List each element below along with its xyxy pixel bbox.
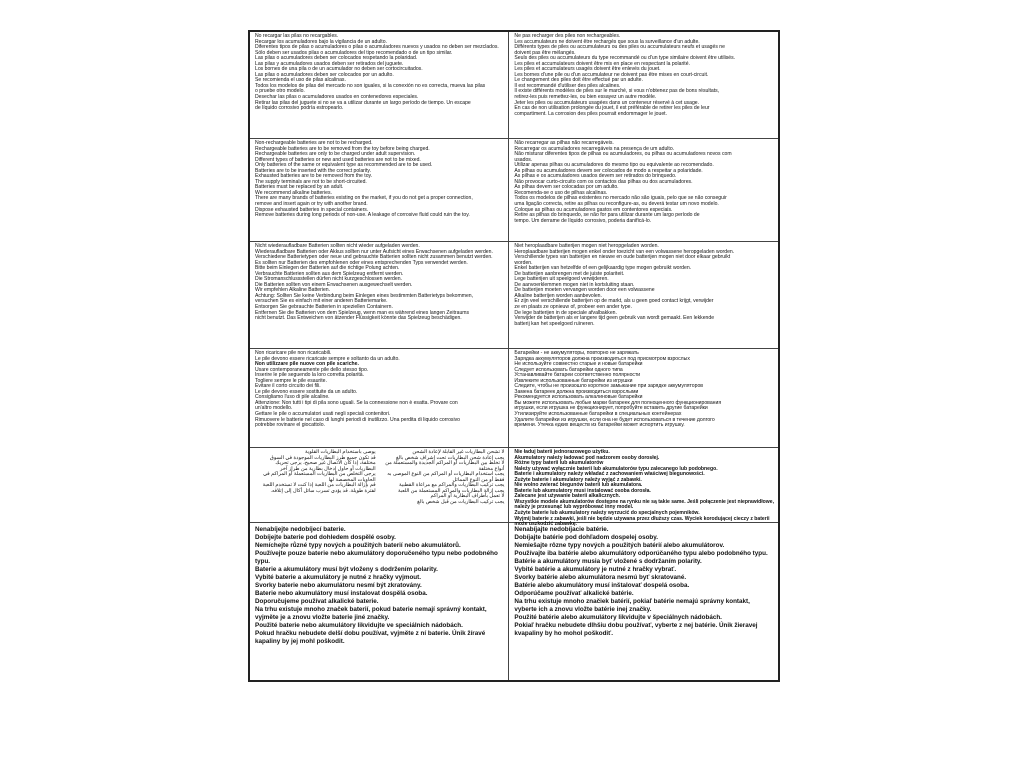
warning-line: We recommend alkaline batteries. xyxy=(255,189,332,196)
warning-line: Las pilas y acumuladores usados deben ser retirados del juguete. xyxy=(255,60,404,67)
warning-line: Les piles et accumulateurs doivent être mis en place en respectant la polarité. xyxy=(514,60,690,67)
warning-line: Nemiešajte rôzne typy nových a použitých batérií alebo akumulátorov. xyxy=(514,542,725,549)
warning-line: The supply terminals are not to be short-circuited. xyxy=(255,178,367,185)
warning-line: Las pilas o acumuladores deben ser colocados respetando la polaridad. xyxy=(255,55,418,62)
warning-line: De aanvoerklemmen mogen niet in kortsluiting staan. xyxy=(514,281,635,288)
warning-line: Todos los modelos de pilas del mercado no son iguales, si la conexión no es correcta, mueva las pilas xyxy=(255,82,486,89)
warning-line: Enkel batterijen van hetzelfde of een gelijkaardig type mogen gebruikt worden. xyxy=(514,265,692,272)
warning-line: Nie wolno zwierać biegunów baterii lub akumulatora. xyxy=(514,482,643,489)
warning-line: Não recarregar as pilhas não recarregáveis. xyxy=(514,140,614,146)
warning-line: de líquido corrosivo podría estropearlo. xyxy=(255,105,344,112)
warning-line: Vybité baterie a akumulátory je nutné z hračky vyjmout. xyxy=(255,574,421,581)
warning-line: potrebbe rovinare el giocattolo. xyxy=(255,422,325,429)
warning-line: Verschiedene Batterietypen oder neue und gebrauchte Batterien sollten nicht zusammen benutzt werden. xyxy=(255,254,493,261)
warning-line: Batteries are to be inserted with the correct polarity. xyxy=(255,167,371,174)
warning-italian xyxy=(250,349,509,448)
warning-line: Inserire le pile seguendo la loro corretta polarità. xyxy=(255,372,365,379)
warning-line: Rimuovere le batterie nel caso di lunghi periodi di inutilizzo. Una perdita di liquido corrosivo xyxy=(255,416,460,423)
warning-line: Las pilas o acumuladores deben ser colocados por un adulto. xyxy=(255,71,394,78)
warning-line: Odporúčame používať alkalické batérie. xyxy=(514,590,634,597)
warning-line: Verwijder de batterijen als er langere tijd geen gebruik van wordt gemaakt. Een lekkende xyxy=(514,315,715,322)
warning-line: Sólo deben ser usados pilas o acumuladores del tipo recomendado o de un tipo similar. xyxy=(255,49,453,56)
warning-line: Utilizar apenas pilhas ou acumuladores do mesmo tipo ou equivalente ao recomendado. xyxy=(514,162,714,169)
warning-line: Consigliamo l'uso di pile alcaline. xyxy=(255,394,330,401)
warning-line: Die Batterien sollten von einem Erwachsenen ausgewechselt werden. xyxy=(255,281,413,288)
warning-line: remove and insert again or try with another brand. xyxy=(255,201,368,208)
warning-line: batterij kan het speelgoed ruïneren. xyxy=(514,320,595,327)
warning-line: Vybité batérie a akumulátory je nutné z hračky vybrať. xyxy=(514,566,677,573)
warning-line: należy je przesunąć lub wypróbować inny model. xyxy=(514,504,634,511)
warning-line: Togliere sempre le pile esaurite. xyxy=(255,377,327,384)
warning-line: En cas de non utilisation prolongée du jouet, il est préférable de retirer les piles de leur xyxy=(514,105,710,112)
warning-line: Použité baterie nebo akumulátory likvidujte ve speciálních nádobách. xyxy=(255,622,463,629)
warning-slovak xyxy=(509,523,778,680)
warning-line: Différents types de piles ou accumulateurs ou des piles ou accumulateurs neufs et usagés ne xyxy=(514,44,725,51)
warning-dutch xyxy=(509,242,778,349)
warning-line: Se recomienda el uso de pilas alcalinas. xyxy=(255,77,346,84)
warning-line: As pilhas ou acumuladores devem ser colocados de modo a respeitar a polaridade. xyxy=(514,167,703,174)
warning-line: Diferentes tipos de pilas o acumuladores o pilas o acumuladores nuevos y usados no deben ser mezclados. xyxy=(255,44,499,51)
warning-line: Nemíchejte různé typy nových a použitých baterií nebo akumulátorů. xyxy=(255,542,461,549)
warning-line: Dobíjajte batérie pod dohľadom dospelej osoby. xyxy=(514,534,659,541)
warning-line: Svorky batérie alebo akumulátora nesmú byť skratované. xyxy=(514,574,687,581)
warning-line: Die Stromanschlussstellen dürfen nicht kurzgeschlossen werden. xyxy=(255,276,402,283)
warning-line: Recarregar os acumuladores recarregáveis na presença de um adulto. xyxy=(514,145,675,152)
warning-line: Niet heroplaadbare batterijen mogen niet heropgeladen worden. xyxy=(514,243,659,249)
warning-line: Achtung: Sollten Sie keine Verbindung beim Einlegen eines bestimmten Batterietyps bekommen, xyxy=(255,292,474,299)
warning-line: Coloque as pilhas ou acumuladores gastos em contentores especiais. xyxy=(514,206,673,213)
warning-spanish xyxy=(250,32,509,139)
warning-line: tempo. Um derrame de líquido corrosivo, poderia danificá-lo. xyxy=(514,217,652,224)
warning-line: Entsorgen Sie gebrauchte Batterien in speziellen Containern. xyxy=(255,304,393,311)
warning-line: Verbrauchte Batterien sollten aus dem Spielzeug entfernt werden. xyxy=(255,270,404,277)
warning-line: Es sollten nur Batterien des empfohlenen oder eines entsprechenden Typs verwendet werden. xyxy=(255,259,468,266)
warning-line: Извлеките использованные батарейки из игрушки xyxy=(514,377,633,384)
warning-line: Rechargeable batteries are only to be charged under adult supervision. xyxy=(255,151,416,158)
warning-line: Na trhu existuje mnoho značek baterií, pokud baterie nemají správný kontakt, vyjměte je a znovu vložte baterie jiné značky. xyxy=(255,606,487,621)
warning-line: لا تشحن البطاريات غير القابلة لإعادة الشحن xyxy=(412,449,505,455)
warning-line: Le changement des piles doit être effectué par un adulte. xyxy=(514,77,643,84)
warning-line: Dobíjejte baterie pod dohledem dospělé osoby. xyxy=(255,534,396,541)
warning-line: Použité batérie alebo akumulátory likvidujte v špeciálnych nádobách. xyxy=(514,614,722,621)
warning-line: لا تخلط بين البطاريات أو المراكم الجديدة والمستعملة من أنواع مختلفة xyxy=(385,460,505,472)
warning-line: игрушки, если игрушка не функционирует, попробуйте вставить другие батарейки xyxy=(514,405,708,412)
battery-warning-sheet xyxy=(248,30,780,682)
warning-polish xyxy=(509,448,778,528)
warning-line: времени. Утечка едких веществ из батарейки может испортить игрушку. xyxy=(514,422,685,429)
warning-line: Non ricaricare pile non ricaricabili. xyxy=(255,350,332,356)
warning-line: Różne typy baterii lub akumulatorów xyxy=(514,460,604,467)
warning-line: Вы можете использовать любые марки батареек для полноценного функционирования xyxy=(514,399,722,406)
warning-czech xyxy=(250,523,509,680)
warning-line: قد تكون جميع طرز البطاريات الموجودة في السوق مختلفة، إذا كان الاتصال غير صحيح، يرجى تحريك البطاريات أو حاول إدخال بطارية من طراز آخر xyxy=(269,454,376,472)
warning-line: Le pile devono essere sostituite da un adulto. xyxy=(255,388,358,395)
warning-line: Exhausted batteries are to be removed from the toy. xyxy=(255,173,373,180)
warning-line: Er zijn veel verschillende batterijen op de markt, als u geen goed contact krijgt, verwijder xyxy=(514,298,714,305)
warning-line: versuchen Sie es einfach mit einer anderen Batteriemarke. xyxy=(255,298,388,305)
warning-line: Non-rechargeable batteries are not to be recharged. xyxy=(255,140,373,146)
warning-line: Nenabíjajte nedobíjacie batérie. xyxy=(514,526,609,533)
warning-line: Recargar los acumuladores bajo la vigilancia de un adulto. xyxy=(255,38,387,45)
warning-line: قم بإزالة البطاريات من اللعبة إذا كنت لا تستخدم اللعبة لفترة طويلة. قد يؤدي تسرب سائل أكال إلى إتلافه. xyxy=(262,482,376,494)
warning-line: Akumulatory należy ładować pod nadzorem osoby dorosłej. xyxy=(514,454,660,461)
warning-line: Le pile devono essere ricaricate sempre e soltanto da un adulto. xyxy=(255,355,400,362)
warning-line: Zużyte baterie lub akumulatory należy wyrzucić do specjalnych pojemników. xyxy=(514,510,700,517)
warning-line: Attenzione: Non tutti i tipi di pila sono uguali. Se la connessione non è esatta. Provare con xyxy=(255,399,458,406)
warning-line: Nicht wiederaufladbare Batterien sollten nicht wieder aufgeladen werden. xyxy=(255,243,420,249)
warning-arabic xyxy=(250,448,509,523)
warning-line: Замена батареек должна производиться взрослыми xyxy=(514,388,639,395)
warning-line: As pilhas e os acumuladores usados devem ser retirados do brinquedo. xyxy=(514,173,677,180)
arabic-column-right xyxy=(384,450,505,521)
warning-line: De lege batterijen in de speciale afvalbakken. xyxy=(514,309,617,316)
warning-line: Zalecane jest używanie baterii alkalicznych. xyxy=(514,493,621,500)
warning-line: Batteries must be replaced by an adult. xyxy=(255,184,344,191)
warning-line: Batérie alebo akumulátory musí inštalovať dospelá osoba. xyxy=(514,582,690,589)
warning-line: Não provocar curto-circuito com os contactos das pilhas ou dos acumuladores. xyxy=(514,178,693,185)
warning-line: يرجى التخلص من البطاريات المستعملة أو المراكم في الحاويات المخصصة لها xyxy=(263,471,376,483)
warning-line: يجب استخدام البطاريات أو المراكم من النوع الموصى به فقط أو من النوع المماثل xyxy=(387,471,505,483)
warning-russian xyxy=(509,349,778,448)
warning-line: Používajte iba batérie alebo akumulátory odporúčaného typu alebo podobného typu. xyxy=(514,550,768,557)
warning-line: Entfernen Sie die Batterien von dem Spielzeug, wenn man es während eines langen Zeitraums xyxy=(255,309,470,316)
warning-line: Зарядка аккумуляторов должна производиться под присмотром взрослых xyxy=(514,355,690,362)
warning-line: Heroplaadbare batterijen mogen enkel onder toezicht van een volwassene heropgeladen worden. xyxy=(514,248,735,255)
warning-line: ze en plaats ze opnieuw of, probeer een ander type. xyxy=(514,304,632,311)
warning-line: Pokiaľ hračku nebudete dlhšiu dobu používať, vyberte z nej batérie. Únik žieravej kvapaliny by ho mohol poškodiť. xyxy=(514,622,758,637)
warning-line: Lege batterijen uit speelgoed verwijderen. xyxy=(514,276,609,283)
warning-line: Alkaline batterijen worden aanbevolen. xyxy=(514,292,602,299)
warning-line: Les bornes d'une pile ou d'un accumulateur ne doivent pas être mises en court-circuit. xyxy=(514,71,709,78)
warning-line: Pokud hračku nebudete delší dobu používat, vyjměte z ní baterie. Únik žíravé kapaliny by jej mohl poškodit. xyxy=(255,630,486,645)
warning-line: Gettare le pile o accumulatori usati negli speciali contenitori. xyxy=(255,411,391,418)
warning-line: Não misturar diferentes tipos de pilhas ou acumuladores, ou pilhas ou acumuladores novos com xyxy=(514,151,732,158)
warning-line: Seuls des piles ou accumulateurs du type recommandé ou d'un type similaire doivent être utilisés. xyxy=(514,55,736,62)
warning-line: Dispose exhausted batteries in special containers. xyxy=(255,206,369,213)
warning-line: Desechar las pilas o acumuladores usados en contenedores especiales. xyxy=(255,94,419,101)
warning-line: يوصى باستخدام البطاريات القلوية xyxy=(305,449,376,455)
warning-line: Wiederaufladbare Batterien oder Akkus sollten nur unter Aufsicht eines Erwachsenen aufgeladen werden. xyxy=(255,248,493,255)
warning-line: Baterie a akumulátory musí být vloženy s dodržením polarity. xyxy=(255,566,438,573)
warning-line: Remove batteries during long periods of non-use. A leakage of corrosive fluid could ruin the toy. xyxy=(255,212,470,219)
warning-line: Wszystkie modele akumulatorów dostępne na rynku nie są takie same. Jeśli połączenie jest nieprawidłowe, xyxy=(514,498,774,505)
warning-line: Wyjmij baterie z zabawki, jeśli nie będzie używana przez dłuższy czas. Wyciek korodującej cieczy z baterii xyxy=(514,515,770,522)
warning-line: Recomenda-se o uso de pilhas alcalinas. xyxy=(514,189,608,196)
warning-line: Устанавливайте батареи соответственно полярности xyxy=(514,372,641,379)
warning-line: Different types of batteries or new and used batteries are not to be mixed. xyxy=(255,156,421,163)
warning-line: Nenabíjejte nedobíjecí baterie. xyxy=(255,526,346,533)
warning-line: Baterie i akumulatory należy wkładać z zachowaniem właściwej biegunowości. xyxy=(514,471,705,478)
warning-english xyxy=(250,139,509,242)
warning-line: Verschillende types van batterijen en nieuwe en oude batterijen mogen niet door elkaar gebruikt xyxy=(514,254,731,261)
warning-line: Należy używać wyłącznie baterii lub akumulatorów typu zalecanego lub podobnego. xyxy=(514,465,718,472)
warning-line: Usare contemporaneamente pile dello stesso tipo. xyxy=(255,366,369,373)
warning-line: Retirar las pilas del juguete si no se va a utilizar durante un largo período de tiempo. Un escape xyxy=(255,99,471,106)
warning-line: Рекомендуется использовать алкалиновые батарейки xyxy=(514,394,643,401)
warning-line: Следует использовать батарейки одного типа xyxy=(514,366,623,373)
warning-line: może uszkodzić zabawkę. xyxy=(514,521,577,528)
warning-line: Nie ładuj baterii jednorazowego użytku. xyxy=(514,449,610,455)
warning-line: compartiment. La corrosion des piles pourrait endommager le jouet. xyxy=(514,110,668,117)
warning-line: Bitte beim Einlegen der Batterien auf die richtige Polung achten. xyxy=(255,265,400,272)
warning-line: Утилизируйте использованные батарейки в специальных контейнерах xyxy=(514,411,682,418)
arabic-column-left xyxy=(255,450,376,521)
warning-line: uma ligação correcta, retire as pilhas ou reconfigure-as, ou deverá testar um novo modelo. xyxy=(514,201,719,208)
warning-line: يجب إعادة شحن البطاريات تحت إشراف شخص بالغ xyxy=(396,454,505,461)
warning-line: o pruebe otro modelo. xyxy=(255,88,305,95)
warning-line: Wir empfehlen Alkaline Batterien. xyxy=(255,287,331,294)
warning-line: doivent pas être mélangés. xyxy=(514,49,576,56)
warning-line: Следите, чтобы не произошло короткое замыкание при зарядке аккумуляторов xyxy=(514,383,703,390)
warning-portuguese xyxy=(509,139,778,242)
warning-line: Los bornes de una pila o de un acumulador no deben ser cortocircuitados. xyxy=(255,66,423,73)
warning-line: As pilhas devem ser colocadas por um adulto. xyxy=(514,184,619,191)
warning-line: Les accumulateurs ne doivent être rechargés que sous la surveillance d'un adulte. xyxy=(514,38,700,45)
warning-french xyxy=(509,32,778,139)
warning-line: Il existe différents modèles de piles sur le marché, si vous n'obtenez pas de bons résultats, xyxy=(514,88,720,95)
warning-line: Evitare il corto circuito dei fili. xyxy=(255,383,321,390)
warning-line: Удалите батарейки из игрушки, если она не будет использоваться в течение долгого xyxy=(514,416,715,423)
warning-line: Rechargeable batteries are to be removed from the toy before being charged. xyxy=(255,145,430,152)
warning-line: No recargar las pilas no recargables. xyxy=(255,33,339,39)
warning-line: Jeter les piles ou accumulateurs usagées dans un conteneur réservé à cet usage. xyxy=(514,99,700,106)
warning-line: Svorky baterie nebo akumulátoru nesmí být zkratovány. xyxy=(255,582,422,589)
warning-line: un'altro modello. xyxy=(255,405,293,412)
warning-line: Батарейки - не аккумуляторы, повторно не заряжать xyxy=(514,350,639,356)
warning-line: لا تعمل بأطراف البطارية أو المراكم xyxy=(430,493,505,500)
warning-line: Baterie lub akumulatory musi instalować osoba dorosła. xyxy=(514,487,651,494)
warning-line: Ne pas recharger des piles non rechargeables. xyxy=(514,33,621,39)
warning-line: Non utilizzare pile nuove con pile scariche. xyxy=(255,361,359,368)
warning-line: يجب إزالة البطاريات والمراكم المستعملة من اللعبة xyxy=(397,487,505,494)
warning-line: Batérie a akumulátory musia byť vložené s dodržaním polarity. xyxy=(514,558,702,565)
warning-line: Používejte pouze baterie nebo akumulátory doporučeného typu nebo podobného typu. xyxy=(255,550,498,565)
warning-line: Не используйте совместно старые и новые батарейки xyxy=(514,361,643,368)
warning-line: Only batteries of the same or equivalent type as recommended are to be used. xyxy=(255,162,433,169)
warning-line: يجب تركيب البطاريات من قبل شخص بالغ xyxy=(417,498,505,505)
warning-line: Retire as pilhas do brinquedo, se não for para utilizar durante um largo período de xyxy=(514,212,700,219)
warning-line: Baterie nebo akumulátory musí instalovat dospělá osoba. xyxy=(255,590,428,597)
warning-line: There are many brands of batteries existing on the market, if you do not get a proper connection, xyxy=(255,195,473,202)
warning-german xyxy=(250,242,509,349)
warning-line: Zużyte baterie i akumulatory należy wyjąć z zabawki. xyxy=(514,476,642,483)
warning-line: Doporučujeme používat alkalické baterie. xyxy=(255,598,379,605)
warning-line: Les piles et accumulateurs usagés doivent être enlevés du jouet. xyxy=(514,66,661,73)
warning-line: Na trhu existuje mnoho značiek batérií, pokiaľ batérie nemajú správny kontakt, vyberte ich a znovu vložte batérie inej značky. xyxy=(514,598,750,613)
warning-line: De batterijen aanbrengen met de juiste polariteit. xyxy=(514,270,625,277)
warning-line: usados. xyxy=(514,156,533,163)
warning-line: يجب تركيب البطاريات والمراكم مع مراعاة القطبية xyxy=(398,482,505,489)
warning-line: nicht benutzt. Das Entweichen von ätzender Flüssigkeit könnte das Spielzeug beschädigen. xyxy=(255,315,462,322)
warning-line: worden. xyxy=(514,259,533,266)
warning-line: Todos os modelos de pilhas existentes no mercado não são iguais, pelo que se não conseguir xyxy=(514,195,727,202)
warning-line: Il est recommandé d'utiliser des piles alcalines. xyxy=(514,82,621,89)
warning-line: De batterijen moeten vervangen worden door een volwassene xyxy=(514,287,655,294)
warning-line: retirez-les puis remettez-les, ou bien essayez un autre modèle. xyxy=(514,94,657,101)
